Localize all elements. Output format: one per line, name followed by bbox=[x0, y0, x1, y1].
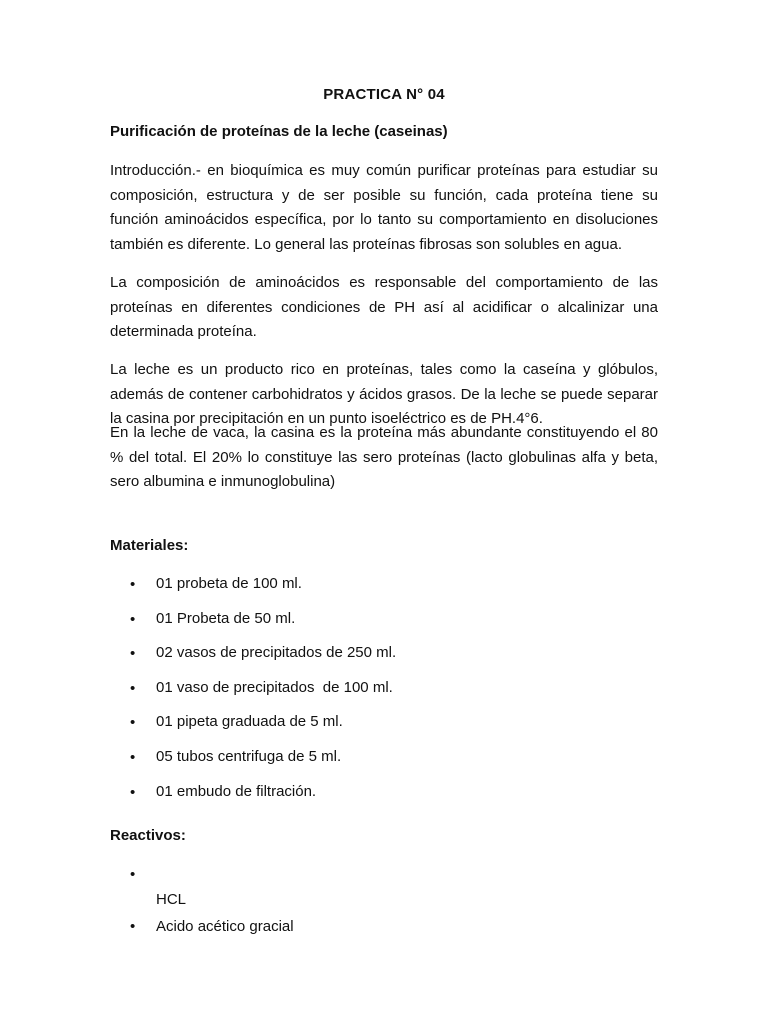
list-item-text: Acido acético gracial bbox=[156, 918, 294, 935]
page-title: PRACTICA N° 04 bbox=[323, 86, 445, 103]
bullet-icon: • bbox=[130, 748, 136, 766]
bullet-icon: • bbox=[130, 714, 136, 732]
list-item-text: HCL bbox=[156, 891, 187, 908]
bullet-icon: • bbox=[130, 576, 136, 593]
materiales-heading: Materiales: bbox=[110, 537, 189, 554]
bullet-icon: • bbox=[130, 610, 136, 628]
list-item bbox=[110, 575, 658, 610]
bullet-icon: • bbox=[130, 679, 136, 697]
list-item-text: 05 tubos centrifuga de 5 ml. bbox=[156, 747, 342, 765]
list-item-text: 02 vasos de precipitados de 250 ml. bbox=[156, 644, 397, 662]
paragraph-introduccion: Introducción.- en bioquímica es muy común purificar proteínas para estudiar su composición, estructura y de ser posible su función, cada proteína tiene su función aminoácidos específica, por lo tanto su comportamiento en disoluciones también es diferente. Lo general las proteínas fibrosas son solubles en agua. bbox=[110, 162, 658, 253]
materiales-list bbox=[110, 575, 658, 817]
list-item-text: 01 pipeta graduada de 5 ml. bbox=[156, 713, 343, 731]
paragraph-leche-vaca: En la leche de vaca, la casina es la proteína más abundante constituyendo el 80 % del total. El 20% lo constituye las sero proteínas (lacto globulinas alfa y beta, sero albumina e inmunoglobulina) bbox=[110, 424, 658, 491]
list-item-text: 01 Probeta de 50 ml. bbox=[156, 609, 296, 627]
section-subtitle: Purificación de proteínas de la leche (caseinas) bbox=[110, 123, 448, 140]
list-item-text: 01 embudo de filtración. bbox=[156, 782, 317, 800]
list-item bbox=[110, 644, 658, 679]
list-item bbox=[110, 748, 658, 783]
list-item bbox=[110, 713, 658, 748]
paragraph-leche: La leche es un producto rico en proteínas, tales como la caseína y glóbulos, además de contener carbohidratos y ácidos grasos. De la leche se puede separar la casina por precipitación en un punto isoeléctrico es de PH.4°6. bbox=[110, 361, 658, 428]
bullet-icon: • bbox=[130, 783, 136, 801]
bullet-icon: • bbox=[130, 918, 136, 935]
reactivos-heading: Reactivos: bbox=[110, 827, 186, 844]
list-item-text: 01 probeta de 100 ml. bbox=[156, 575, 302, 592]
bullet-icon: • bbox=[130, 866, 136, 883]
bullet-icon: • bbox=[130, 645, 136, 663]
paragraph-composicion: La composición de aminoácidos es responsable del comportamiento de las proteínas en diferentes condiciones de PH así al acidificar o alcalinizar una determinada proteína. bbox=[110, 274, 658, 341]
list-item bbox=[110, 679, 658, 714]
list-item-text: 01 vaso de precipitados de 100 ml. bbox=[156, 678, 393, 696]
list-item bbox=[110, 610, 658, 645]
list-item bbox=[110, 783, 658, 818]
